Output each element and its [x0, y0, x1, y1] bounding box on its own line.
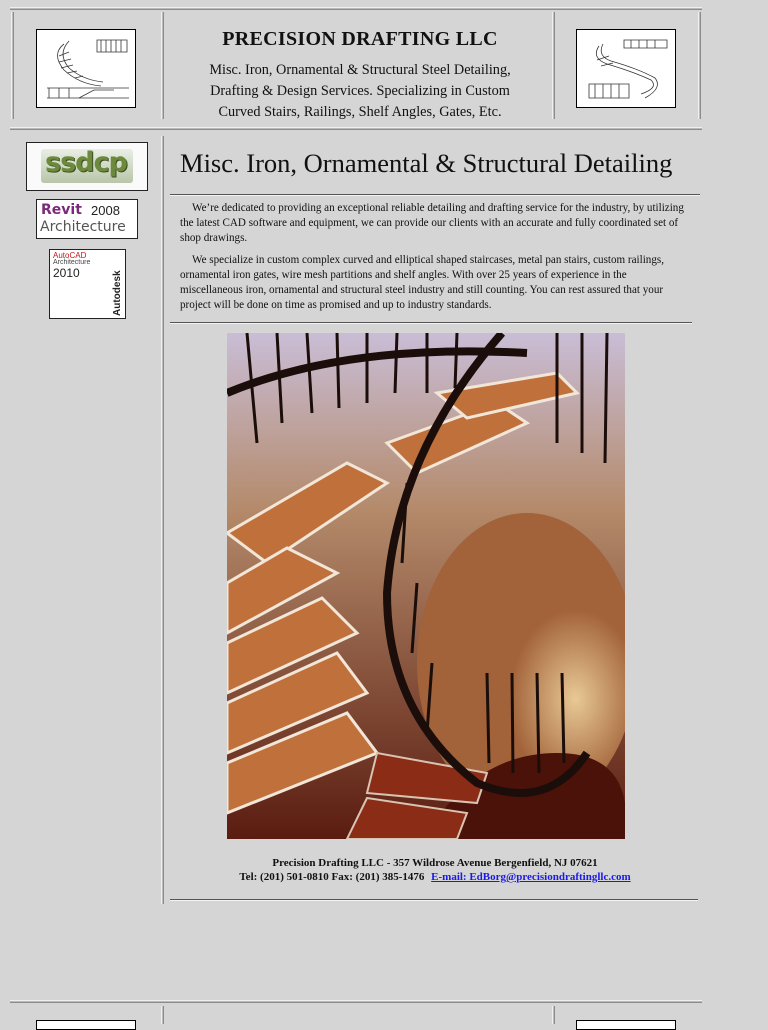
site-title: PRECISION DRAFTING LLC	[222, 28, 498, 50]
footer-rule	[170, 899, 698, 901]
site-tagline	[185, 60, 535, 123]
revit-year: 2008	[91, 203, 120, 218]
header-right-divider	[552, 12, 555, 119]
header-right-edge	[698, 12, 701, 119]
bottom-left-image	[36, 1020, 136, 1030]
stair-drawing-icon	[579, 32, 673, 105]
revit-logo	[36, 199, 138, 239]
email-link[interactable]: E-mail: EdBorg@precisiondraftingllc.com	[431, 871, 631, 883]
revit-product: Architecture	[40, 219, 126, 235]
bottom-right-divider	[552, 1006, 555, 1024]
autocad-logo	[49, 249, 126, 319]
tagline-line: Curved Stairs, Railings, Shelf Angles, Gates, Etc.	[218, 104, 502, 120]
specialty-paragraph: We specialize in custom complex curved and elliptical shaped staircases, metal pan stairs, custom railings, ornamental iron gates, wire mesh partitions and shelf angles. With over 25 years of experience in the miscellaneous iron, ornamental and structural steel industry and still counting. You can rest assured that your project will be done on time as promised and up to industry standards.	[180, 254, 664, 311]
staircase-photo	[227, 333, 625, 839]
footer-contact	[170, 871, 700, 883]
autocad-brand: AutoCAD	[53, 251, 87, 260]
footer-phone: Tel: (201) 501-0810 Fax: (201) 385-1476	[239, 871, 425, 883]
header-left-image	[36, 29, 136, 108]
top-border	[10, 7, 702, 10]
autocad-year: 2010	[53, 266, 80, 280]
sidebar-divider	[161, 136, 164, 904]
stair-drawing-icon	[39, 32, 133, 105]
header-divider	[10, 127, 702, 130]
autocad-product: Architecture	[53, 259, 91, 266]
footer-address: Precision Drafting LLC - 357 Wildrose Avenue Bergenfield, NJ 07621	[272, 857, 598, 869]
spiral-staircase-photo	[227, 333, 625, 839]
heading-rule	[170, 194, 700, 196]
tagline-line: Drafting & Design Services. Specializing in Custom	[210, 83, 510, 99]
ssdcp-logo	[26, 142, 148, 191]
content-rule	[170, 322, 692, 324]
ssdcp-logo-text: ssdcp	[45, 147, 127, 178]
revit-brand: Revit	[41, 202, 82, 218]
header-left-divider	[161, 12, 164, 119]
header-right-image	[576, 29, 676, 108]
header-left-edge	[11, 12, 14, 119]
page-heading: Misc. Iron, Ornamental & Structural Detailing	[180, 148, 673, 178]
tagline-line: Misc. Iron, Ornamental & Structural Steel Detailing,	[209, 62, 511, 78]
autodesk-vendor: Autodesk	[112, 270, 123, 316]
bottom-left-divider	[161, 1006, 164, 1024]
bottom-right-image	[576, 1020, 676, 1030]
bottom-border	[10, 1000, 702, 1003]
intro-paragraph: We’re dedicated to providing an exceptional reliable detailing and drafting service for the industry, by utilizing the latest CAD software and equipment, we can provide our clients with an accurate and fully coordinated set of shop drawings.	[180, 202, 684, 244]
